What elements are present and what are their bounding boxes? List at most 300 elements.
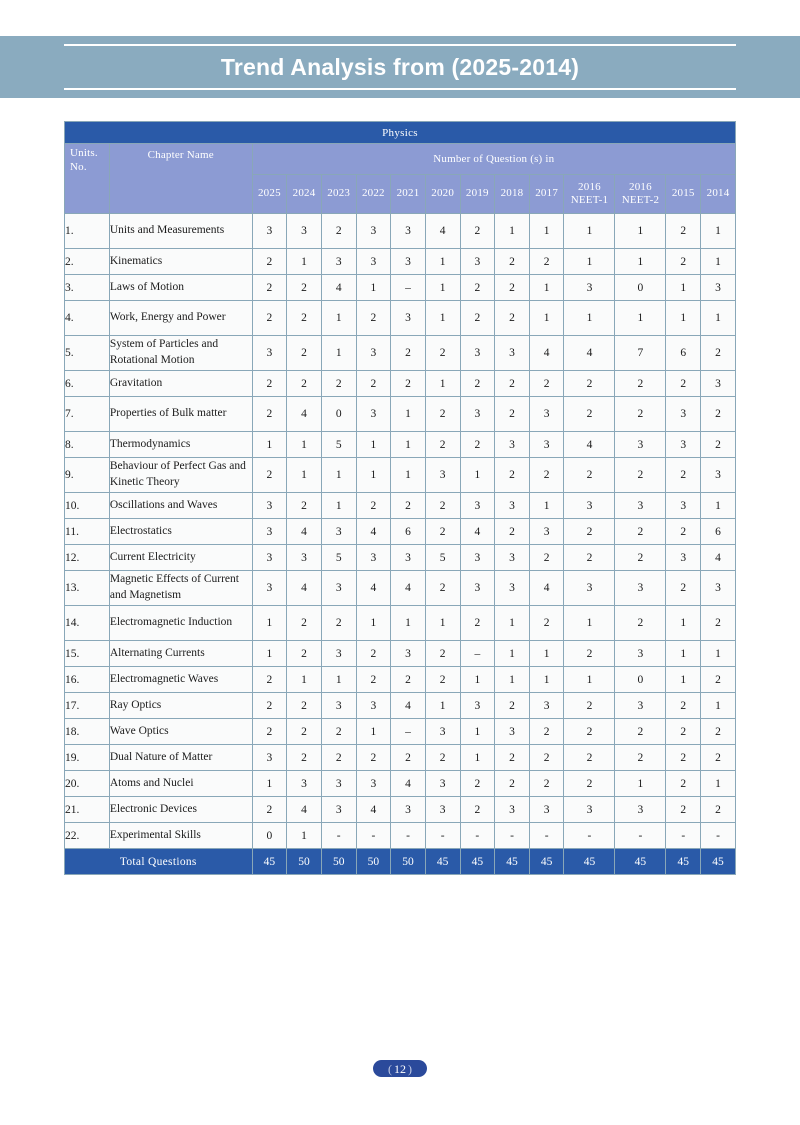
year-header-2020 (425, 175, 460, 214)
chapter-name-cell: Behaviour of Perfect Gas and Kinetic Theory (109, 458, 252, 493)
question-count-cell: 3 (615, 571, 666, 606)
question-count-cell: 2 (529, 745, 564, 771)
question-count-cell: 1 (356, 719, 391, 745)
question-count-cell: 1 (701, 301, 736, 336)
question-count-cell: 2 (564, 371, 615, 397)
question-count-cell: 2 (460, 301, 495, 336)
question-count-cell: 3 (460, 571, 495, 606)
question-count-cell: 3 (252, 571, 287, 606)
total-questions-cell: 45 (701, 849, 736, 875)
question-count-cell: 2 (701, 336, 736, 371)
question-count-cell: 2 (356, 667, 391, 693)
chapter-name-cell: Laws of Motion (109, 275, 252, 301)
question-count-cell: 2 (460, 275, 495, 301)
question-count-cell: 3 (701, 458, 736, 493)
question-count-cell: 3 (666, 493, 701, 519)
unit-number-cell: 22. (65, 823, 110, 849)
question-count-cell: 2 (356, 641, 391, 667)
question-count-cell: 2 (391, 667, 426, 693)
question-count-cell: 2 (615, 458, 666, 493)
question-count-cell: 0 (615, 667, 666, 693)
chapter-name-header: Chapter Name (109, 144, 252, 214)
question-count-cell: 1 (252, 432, 287, 458)
question-count-cell: 3 (460, 397, 495, 432)
question-count-cell: 3 (495, 336, 530, 371)
question-count-cell: 2 (666, 797, 701, 823)
question-count-cell: 2 (252, 249, 287, 275)
total-questions-cell: 50 (321, 849, 356, 875)
question-count-cell: 2 (252, 275, 287, 301)
paren-left: ( (388, 1061, 392, 1076)
question-count-cell: 1 (666, 667, 701, 693)
table-row (65, 249, 736, 275)
table-footer (65, 849, 736, 875)
question-count-cell: 2 (287, 301, 322, 336)
question-count-cell: 1 (425, 606, 460, 641)
question-count-cell: - (615, 823, 666, 849)
question-count-cell: 2 (321, 719, 356, 745)
question-count-cell: 3 (529, 519, 564, 545)
chapter-name-cell: Gravitation (109, 371, 252, 397)
page-title: Trend Analysis from (2025-2014) (220, 53, 580, 80)
question-count-cell: 3 (391, 545, 426, 571)
chapter-name-cell: Alternating Currents (109, 641, 252, 667)
question-count-cell: 2 (701, 745, 736, 771)
chapter-name-cell: Electronic Devices (109, 797, 252, 823)
question-count-cell: 4 (701, 545, 736, 571)
question-count-cell: 1 (615, 214, 666, 249)
question-count-cell: 3 (321, 519, 356, 545)
question-count-cell: 1 (495, 214, 530, 249)
question-count-cell: 3 (495, 432, 530, 458)
table-row (65, 693, 736, 719)
question-count-cell: 1 (287, 458, 322, 493)
question-count-cell: 1 (615, 301, 666, 336)
question-count-cell: 3 (356, 545, 391, 571)
question-count-cell: 1 (529, 667, 564, 693)
title-rule-bottom (64, 88, 736, 90)
year-header-2017 (529, 175, 564, 214)
question-count-cell: 2 (321, 214, 356, 249)
question-count-cell: 1 (287, 667, 322, 693)
question-count-cell: 2 (356, 371, 391, 397)
question-count-cell: 2 (564, 397, 615, 432)
question-count-cell: 2 (287, 719, 322, 745)
question-count-cell: 1 (529, 214, 564, 249)
question-count-cell: 2 (701, 397, 736, 432)
question-count-cell: 1 (701, 249, 736, 275)
question-count-cell: 2 (391, 336, 426, 371)
page-title-banner (0, 36, 800, 98)
question-count-cell: 2 (564, 693, 615, 719)
question-count-cell: 2 (321, 745, 356, 771)
question-count-cell: 1 (460, 667, 495, 693)
question-count-cell: 2 (495, 301, 530, 336)
question-count-cell: 1 (666, 606, 701, 641)
question-count-cell: 3 (321, 641, 356, 667)
question-count-cell: 1 (321, 336, 356, 371)
question-count-cell: 1 (666, 301, 701, 336)
question-count-cell: 3 (252, 336, 287, 371)
question-count-cell: 2 (252, 458, 287, 493)
chapter-name-cell: Electrostatics (109, 519, 252, 545)
table-row (65, 667, 736, 693)
year-label: 2022 (361, 187, 385, 200)
question-count-cell: 2 (252, 693, 287, 719)
question-count-cell: 3 (495, 797, 530, 823)
question-count-cell: 2 (666, 771, 701, 797)
question-count-cell: 1 (391, 458, 426, 493)
question-count-cell: 3 (460, 545, 495, 571)
question-count-cell: 3 (321, 771, 356, 797)
question-count-cell: 1 (615, 771, 666, 797)
question-count-cell: 2 (615, 606, 666, 641)
question-count-cell: 2 (425, 397, 460, 432)
year-header-2016-neet-1 (564, 175, 615, 214)
question-count-cell: 1 (701, 214, 736, 249)
question-count-cell: 2 (321, 606, 356, 641)
question-count-cell: - (321, 823, 356, 849)
page-number: 12 (394, 1061, 406, 1076)
year-label: 2024 (292, 187, 316, 200)
total-questions-cell: 50 (356, 849, 391, 875)
question-count-cell: 1 (495, 606, 530, 641)
question-count-cell: 1 (356, 275, 391, 301)
question-count-cell: 3 (356, 693, 391, 719)
question-count-cell: 2 (356, 301, 391, 336)
chapter-name-cell: Experimental Skills (109, 823, 252, 849)
chapter-name-cell: Ray Optics (109, 693, 252, 719)
question-count-cell: 4 (460, 519, 495, 545)
subject-title: Physics (65, 122, 736, 144)
question-count-cell: - (460, 823, 495, 849)
question-count-cell: 2 (495, 371, 530, 397)
question-count-cell: 2 (495, 745, 530, 771)
question-count-cell: 4 (425, 214, 460, 249)
table-row (65, 458, 736, 493)
page-number-badge (373, 1060, 427, 1077)
question-count-cell: 2 (701, 797, 736, 823)
question-count-cell: 1 (564, 606, 615, 641)
year-header-2024 (287, 175, 322, 214)
question-count-cell: 3 (495, 493, 530, 519)
question-count-cell: 2 (495, 249, 530, 275)
question-count-cell: 3 (564, 493, 615, 519)
unit-number-cell: 14. (65, 606, 110, 641)
question-count-cell: 7 (615, 336, 666, 371)
question-count-cell: 2 (529, 771, 564, 797)
question-count-cell: 2 (391, 493, 426, 519)
question-count-cell: 1 (564, 249, 615, 275)
unit-number-cell: 16. (65, 667, 110, 693)
question-count-cell: 3 (495, 571, 530, 606)
unit-number-cell: 2. (65, 249, 110, 275)
unit-number-cell: 4. (65, 301, 110, 336)
question-count-cell: 1 (321, 301, 356, 336)
unit-number-cell: 19. (65, 745, 110, 771)
total-questions-cell: 45 (495, 849, 530, 875)
table-row (65, 214, 736, 249)
question-count-cell: 1 (666, 641, 701, 667)
question-count-cell: 2 (460, 606, 495, 641)
year-label: 2020 (431, 187, 455, 200)
question-count-cell: 2 (425, 667, 460, 693)
table-body (65, 214, 736, 849)
question-count-cell: - (564, 823, 615, 849)
question-count-cell: 2 (252, 397, 287, 432)
question-count-cell: 3 (287, 771, 322, 797)
question-count-cell: 1 (529, 301, 564, 336)
question-count-cell: - (701, 823, 736, 849)
question-count-cell: 1 (356, 432, 391, 458)
question-count-cell: 3 (321, 693, 356, 719)
chapter-name-cell: Work, Energy and Power (109, 301, 252, 336)
question-count-cell: 1 (356, 458, 391, 493)
question-count-cell: 2 (666, 571, 701, 606)
question-count-cell: 2 (495, 458, 530, 493)
question-count-cell: 2 (666, 214, 701, 249)
question-count-cell: 2 (287, 606, 322, 641)
question-count-cell: 1 (252, 606, 287, 641)
year-label: 2018 (500, 187, 524, 200)
question-count-cell: 4 (391, 771, 426, 797)
question-count-cell: 2 (425, 432, 460, 458)
question-count-cell: 3 (356, 249, 391, 275)
question-count-cell: 3 (356, 771, 391, 797)
question-count-cell: – (391, 719, 426, 745)
question-count-cell: 3 (701, 371, 736, 397)
question-count-cell: 1 (460, 745, 495, 771)
question-count-cell: 2 (666, 519, 701, 545)
table-row (65, 371, 736, 397)
chapter-name-cell: Thermodynamics (109, 432, 252, 458)
question-count-cell: 2 (615, 719, 666, 745)
question-count-cell: 4 (356, 519, 391, 545)
question-count-cell: 2 (356, 493, 391, 519)
question-count-cell: 2 (564, 519, 615, 545)
year-label: 2016 (629, 180, 652, 193)
year-label: 2019 (465, 187, 489, 200)
unit-number-cell: 12. (65, 545, 110, 571)
question-count-cell: 2 (391, 745, 426, 771)
question-count-cell: 1 (615, 249, 666, 275)
question-count-cell: 1 (425, 301, 460, 336)
chapter-name-cell: Magnetic Effects of Current and Magnetism (109, 571, 252, 606)
question-count-cell: 3 (425, 458, 460, 493)
question-count-cell: 2 (615, 519, 666, 545)
question-count-cell: 1 (425, 693, 460, 719)
units-no-line2: No. (70, 160, 87, 173)
question-count-cell: 4 (391, 693, 426, 719)
trend-analysis-table-container (64, 121, 736, 875)
question-count-cell: 2 (460, 771, 495, 797)
question-count-cell: 3 (391, 301, 426, 336)
question-count-cell: 2 (287, 641, 322, 667)
question-count-cell: 4 (564, 336, 615, 371)
paren-right: ) (408, 1061, 412, 1076)
question-count-cell: 1 (701, 693, 736, 719)
unit-number-cell: 10. (65, 493, 110, 519)
question-count-cell: 2 (460, 371, 495, 397)
unit-number-cell: 11. (65, 519, 110, 545)
question-count-cell: 1 (529, 641, 564, 667)
year-label: 2021 (396, 187, 420, 200)
question-count-cell: - (666, 823, 701, 849)
number-of-questions-header: Number of Question (s) in (252, 144, 735, 175)
question-count-cell: 4 (287, 797, 322, 823)
question-count-cell: 1 (321, 458, 356, 493)
question-count-cell: 3 (666, 545, 701, 571)
question-count-cell: - (356, 823, 391, 849)
question-count-cell: 3 (529, 432, 564, 458)
chapter-name-cell: Dual Nature of Matter (109, 745, 252, 771)
table-row (65, 301, 736, 336)
unit-number-cell: 7. (65, 397, 110, 432)
question-count-cell: 5 (321, 545, 356, 571)
question-count-cell: 3 (391, 797, 426, 823)
units-no-line1: Units. (70, 147, 98, 159)
question-count-cell: 2 (564, 719, 615, 745)
question-count-cell: 3 (321, 571, 356, 606)
question-count-cell: 4 (287, 519, 322, 545)
question-count-cell: 6 (701, 519, 736, 545)
question-count-cell: - (529, 823, 564, 849)
table-row (65, 571, 736, 606)
question-count-cell: 1 (529, 275, 564, 301)
table-row (65, 641, 736, 667)
question-count-cell: 3 (425, 719, 460, 745)
question-count-cell: 1 (391, 432, 426, 458)
total-questions-cell: 45 (425, 849, 460, 875)
totals-label: Total Questions (65, 849, 253, 875)
question-count-cell: 2 (529, 719, 564, 745)
question-count-cell: 2 (252, 797, 287, 823)
subject-banner-row (65, 122, 736, 144)
question-count-cell: 1 (564, 667, 615, 693)
question-count-cell: 1 (287, 823, 322, 849)
unit-number-cell: 3. (65, 275, 110, 301)
question-count-cell: 3 (615, 693, 666, 719)
question-count-cell: 3 (615, 641, 666, 667)
unit-number-cell: 17. (65, 693, 110, 719)
question-count-cell: 2 (666, 458, 701, 493)
chapter-name-cell: Electromagnetic Waves (109, 667, 252, 693)
year-label: 2025 (257, 187, 281, 200)
question-count-cell: 2 (666, 719, 701, 745)
table-row (65, 606, 736, 641)
question-count-cell: 1 (564, 214, 615, 249)
question-count-cell: 3 (287, 214, 322, 249)
total-questions-cell: 45 (666, 849, 701, 875)
table-row (65, 771, 736, 797)
question-count-cell: 3 (356, 336, 391, 371)
question-count-cell: 4 (321, 275, 356, 301)
year-sublabel: NEET-2 (621, 194, 660, 206)
question-count-cell: 3 (252, 493, 287, 519)
question-count-cell: 3 (701, 275, 736, 301)
question-count-cell: - (425, 823, 460, 849)
question-count-cell: 2 (615, 545, 666, 571)
question-count-cell: 0 (321, 397, 356, 432)
question-count-cell: 1 (460, 719, 495, 745)
question-count-cell: 2 (564, 745, 615, 771)
question-count-cell: 2 (666, 693, 701, 719)
question-count-cell: 2 (391, 371, 426, 397)
question-count-cell: 6 (391, 519, 426, 545)
question-count-cell: 1 (321, 667, 356, 693)
question-count-cell: 4 (564, 432, 615, 458)
unit-number-cell: 1. (65, 214, 110, 249)
chapter-name-cell: Units and Measurements (109, 214, 252, 249)
unit-number-cell: 13. (65, 571, 110, 606)
question-count-cell: 2 (252, 301, 287, 336)
question-count-cell: 1 (529, 493, 564, 519)
question-count-cell: 1 (425, 371, 460, 397)
question-count-cell: 3 (666, 432, 701, 458)
question-count-cell: 3 (460, 249, 495, 275)
question-count-cell: 2 (425, 336, 460, 371)
question-count-cell: 1 (287, 249, 322, 275)
question-count-cell: 3 (252, 745, 287, 771)
question-count-cell: 2 (701, 667, 736, 693)
question-count-cell: 2 (615, 745, 666, 771)
total-questions-cell: 45 (529, 849, 564, 875)
unit-number-cell: 18. (65, 719, 110, 745)
question-count-cell: 1 (495, 641, 530, 667)
question-count-cell: 5 (425, 545, 460, 571)
question-count-cell: 1 (701, 641, 736, 667)
question-count-cell: 3 (321, 797, 356, 823)
table-row (65, 519, 736, 545)
question-count-cell: 2 (252, 719, 287, 745)
question-count-cell: – (460, 641, 495, 667)
question-count-cell: 2 (701, 719, 736, 745)
year-header-2014 (701, 175, 736, 214)
totals-row (65, 849, 736, 875)
question-count-cell: 2 (287, 493, 322, 519)
table-header (65, 122, 736, 214)
question-count-cell: 3 (391, 214, 426, 249)
question-count-cell: 2 (564, 641, 615, 667)
question-count-cell: 3 (564, 571, 615, 606)
table-row (65, 545, 736, 571)
question-count-cell: 4 (529, 336, 564, 371)
unit-number-cell: 20. (65, 771, 110, 797)
question-count-cell: 2 (287, 275, 322, 301)
question-count-cell: 2 (495, 519, 530, 545)
question-count-cell: 2 (495, 397, 530, 432)
question-count-cell: 2 (666, 745, 701, 771)
title-rule-top (64, 44, 736, 46)
chapter-name-cell: Atoms and Nuclei (109, 771, 252, 797)
question-count-cell: 3 (495, 545, 530, 571)
question-count-cell: 2 (701, 606, 736, 641)
question-count-cell: 2 (252, 371, 287, 397)
question-count-cell: 2 (495, 275, 530, 301)
question-count-cell: 1 (287, 432, 322, 458)
question-count-cell: 2 (495, 771, 530, 797)
year-header-2025 (252, 175, 287, 214)
question-count-cell: 1 (701, 493, 736, 519)
year-header-2019 (460, 175, 495, 214)
table-row (65, 493, 736, 519)
unit-number-cell: 21. (65, 797, 110, 823)
question-count-cell: 3 (615, 493, 666, 519)
question-count-cell: 3 (529, 797, 564, 823)
question-count-cell: 2 (460, 214, 495, 249)
total-questions-cell: 45 (460, 849, 495, 875)
question-count-cell: 2 (287, 371, 322, 397)
